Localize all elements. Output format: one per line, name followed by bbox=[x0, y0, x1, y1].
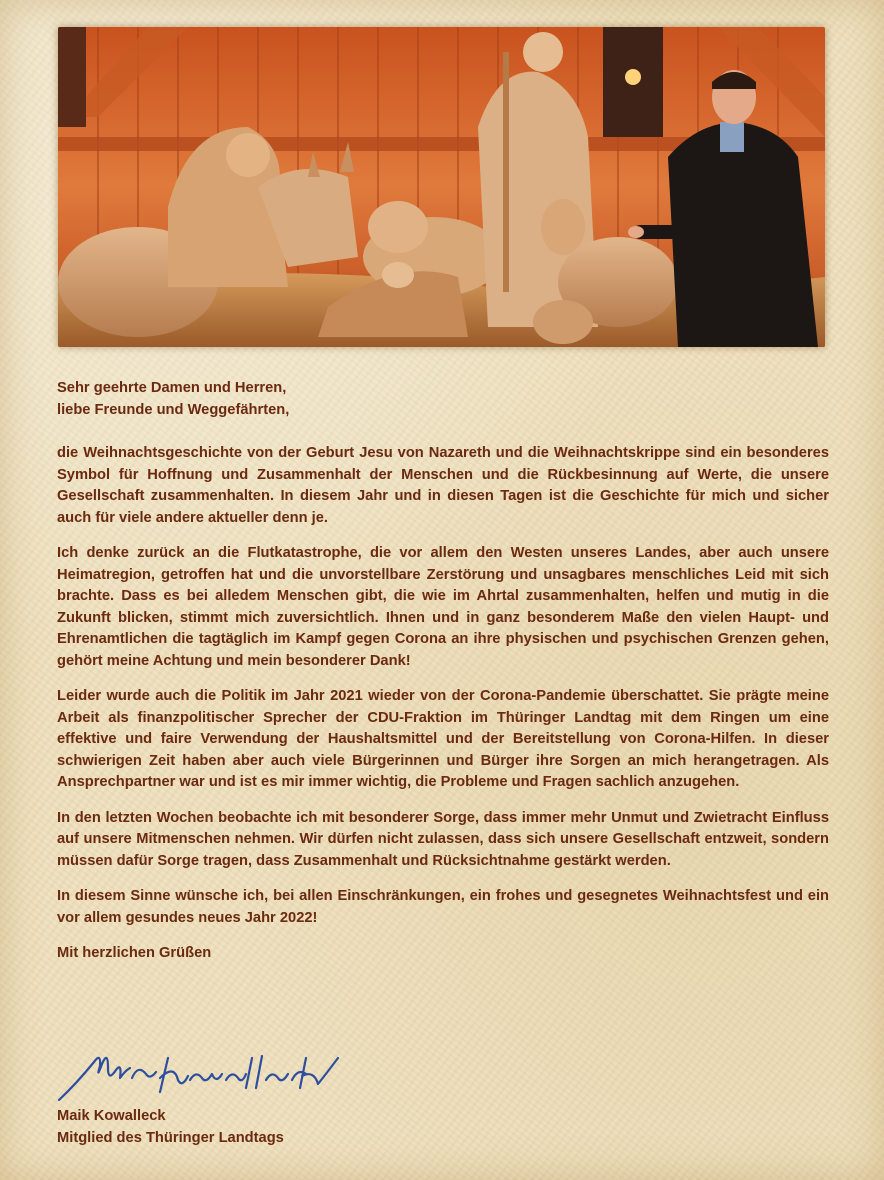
sender-name: Maik Kowalleck bbox=[57, 1108, 166, 1124]
paragraph-concern: In den letzten Wochen beobachte ich mit besonderer Sorge, dass immer mehr Unmut und Zwietracht Einfluss auf unsere Mitmenschen nehmen. Wir dürfen nicht zulassen, dass sich unsere Gesellschaft entzweit, sondern müssen dafür Sorge tragen, dass Zusammenhalt und Rücksichtnahme gestärkt werden. bbox=[57, 809, 829, 869]
sender-block bbox=[57, 1105, 284, 1149]
nativity-scene-photo bbox=[58, 27, 825, 347]
paragraph-politics: Leider wurde auch die Politik im Jahr 2021 wieder von der Corona-Pandemie überschattet. Sie prägte meine Arbeit als finanzpolitischer Sprecher der CDU-Fraktion im Thüringer Landtag mit dem Ringen um eine effektive und faire Verwendung der Haushaltsmittel und der Bereitstellung von Corona-Hilfen. In dieser schwierigen Zeit haben aber auch viele Bürgerinnen und Bürger ihre Sorgen an mich herangetragen. Als Ansprechpartner war und ist es mir immer wichtig, die Probleme und Fragen sachlich anzugehen. bbox=[57, 688, 829, 790]
paragraph-wishes: In diesem Sinne wünsche ich, bei allen Einschränkungen, ein frohes und gesegnetes Weihnachtsfest und ein vor allem gesundes neues Jahr 2022! bbox=[57, 888, 829, 926]
handwritten-signature bbox=[56, 1044, 356, 1106]
closing-line: Mit herzlichen Grüßen bbox=[57, 945, 212, 961]
letter-body bbox=[57, 378, 829, 965]
salutation-line-2: liebe Freunde und Weggefährten, bbox=[57, 401, 290, 418]
salutation-line-1: Sehr geehrte Damen und Herren, bbox=[57, 380, 287, 396]
paragraph-flood: Ich denke zurück an die Flutkatastrophe, die vor allem den Westen unseres Landes, aber auch unsere Heimatregion, getroffen hat und die unvorstellbare Zerstörung und unsagbares menschliches Leid mit sich brachte. Dass es bei alledem Menschen gibt, die wie im Ahrtal zusammenhalten, helfen und mutig in die Zukunft blicken, stimmt mich zuversichtlich. Ihnen und in ganz besonderem Maße den vielen Haupt- und Ehrenamtlichen die tagtäglich im Kampf gegen Corona an ihre physischen und psychischen Grenzen gehen, gehört meine Achtung und mein besonderer Dank! bbox=[57, 545, 829, 669]
paragraph-christmas-story: die Weihnachtsgeschichte von der Geburt Jesu von Nazareth und die Weihnachtskrippe sind ein besonderes Symbol für Hoffnung und Zusammenhalt der Menschen und die Rückbesinnung auf Werte, die unsere Gesellschaft zusammenhalten. In diesem Jahr und in diesen Tagen ist die Geschichte für mich und sicher auch für viele andere aktueller denn je. bbox=[57, 445, 829, 526]
sender-title: Mitglied des Thüringer Landtags bbox=[57, 1130, 284, 1146]
